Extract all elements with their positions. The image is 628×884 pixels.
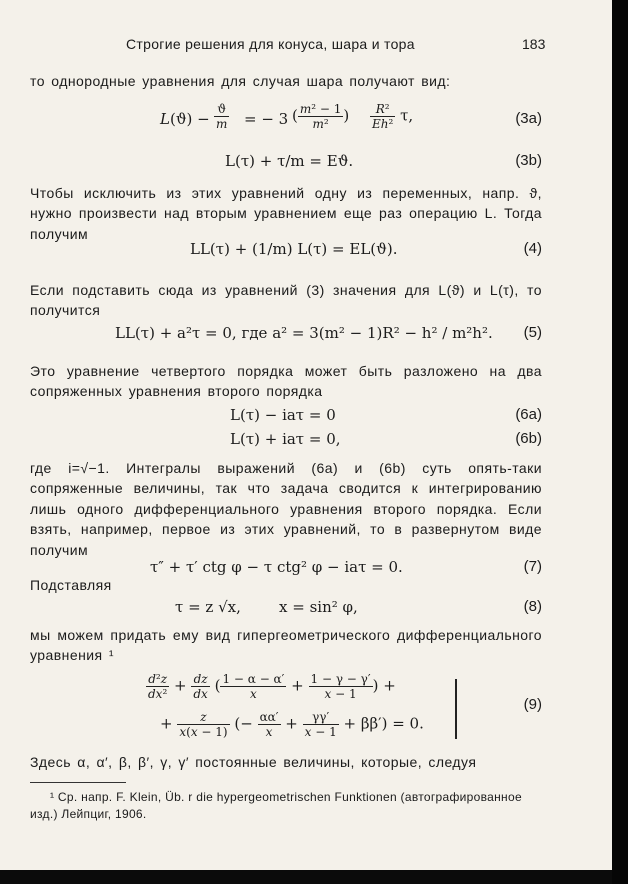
equation-3b	[0, 150, 612, 178]
footnote-rule	[30, 782, 126, 783]
page-shadow-bottom	[0, 870, 612, 884]
label-substituting: Подставляя	[30, 577, 112, 593]
paragraph-constants: Здесь α, α′, β, β′, γ, γ′ постоянные величины, которые, следуя	[30, 754, 477, 770]
paragraph-substitute: Если подставить сюда из уравнений (3) значения для L(ϑ) и L(τ), то получится	[30, 282, 542, 319]
paragraph-fourth-order: Это уравнение четвертого порядка может быть разложено на два сопряженных уравнения второго порядка	[30, 363, 542, 400]
running-head: Строгие решения для конуса, шара и тора	[126, 36, 415, 52]
equation-6b	[0, 428, 612, 456]
equation-7-text: τ″ + τ′ ctg φ − τ ctg² φ − iaτ = 0.	[150, 558, 403, 576]
equation-5	[0, 320, 612, 348]
equation-4	[0, 238, 612, 266]
equation-9-number: (9)	[523, 696, 542, 713]
equation-4-text: LL(τ) + (1/m) L(τ) = EL(ϑ).	[190, 240, 398, 258]
equation-6b-number: (6b)	[515, 430, 542, 447]
page-header	[0, 36, 612, 56]
footnote: ¹ Ср. напр. F. Klein, Üb. r die hypergeometrischen Funktionen (автографированное изд.) Лейпциг, 1906.	[30, 790, 522, 821]
equation-4-number: (4)	[523, 240, 542, 257]
equation-3b-text: L(τ) + τ/m = Eϑ.	[225, 152, 354, 170]
equation-3a: L(ϑ) − $\frac{ϑ}{m}$ = − 3 ( $\frac{\text{m² − 1}}{\text{m²}}$ ) $\frac{\text{R²}}{\text{Eh²}}$ τ, (3а)	[160, 102, 542, 131]
equation-3a-number: (3а)	[515, 110, 542, 127]
equation-9-bracket	[455, 679, 457, 739]
page-number: 183	[522, 36, 546, 52]
equation-8-number: (8)	[523, 598, 542, 615]
equation-6b-text: L(τ) + iaτ = 0,	[230, 430, 341, 448]
intro-text: то однородные уравнения для случая шара получают вид:	[30, 73, 451, 89]
paragraph-hypergeometric: мы можем придать ему вид гипергеометрического дифференциального уравнения ¹	[30, 627, 542, 664]
paragraph-integrals: где i=√−1. Интегралы выражений (6а) и (6b) суть опять-таки сопряженные величины, так что задача сводится к интегрированию лишь одного дифференциального уравнения второго порядка. Если взять, например, первое из этих уравнений, то в развернутом виде получим	[30, 460, 542, 558]
equation-8-text: τ = z √x, x = sin² φ,	[175, 598, 358, 616]
equation-6a-text: L(τ) − iaτ = 0	[230, 406, 336, 424]
equation-8	[0, 596, 612, 624]
equation-3b-number: (3b)	[515, 152, 542, 169]
equation-5-text: LL(τ) + a²τ = 0, где a² = 3(m² − 1)R² − h² / m²h².	[115, 324, 493, 342]
page-shadow-right	[612, 0, 628, 884]
equation-5-number: (5)	[523, 324, 542, 341]
equation-9: $\frac{\text{d²z}}{\text{dx²}}$ + $\frac{dz}{dx}$ ( $\frac{1 - \alpha - \alpha'}{x}$ + $\frac{1 - \gamma - \gamma'}{x - 1}$ ) + + $\frac{z}{x(x - 1)}$ (− $\frac{\alpha\alpha'}{x}$ + $\frac{\gamma\gamma'}{x - 1}$ + ββ′) = 0. (9)	[148, 672, 542, 739]
paragraph-exclude-variable: Чтобы исключить из этих уравнений одну из переменных, напр. ϑ, нужно произвести над вторым уравнением еще раз операцию L. Тогда получим	[30, 185, 542, 242]
equation-7-number: (7)	[523, 558, 542, 575]
equation-6a-number: (6а)	[515, 406, 542, 423]
